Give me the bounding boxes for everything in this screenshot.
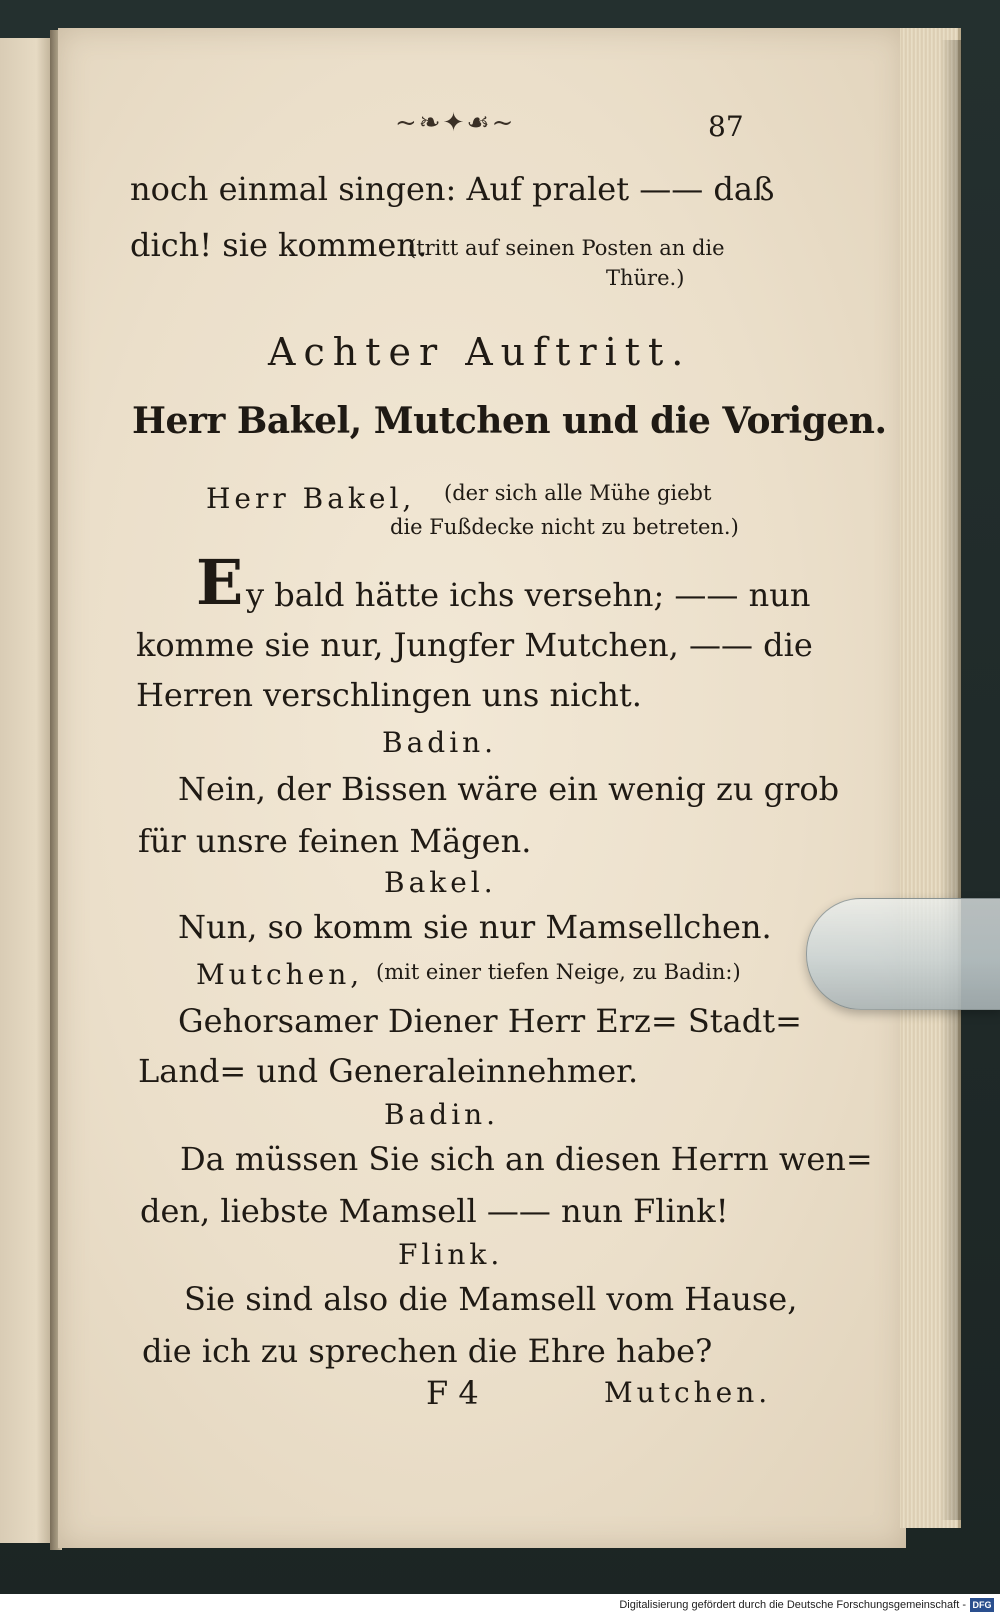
speaker-name: Bakel.	[384, 866, 497, 899]
speaker-name: Flink.	[398, 1238, 504, 1271]
stage-direction: die Fußdecke nicht zu betreten.)	[390, 515, 739, 539]
speaker-name: Badin.	[382, 726, 498, 759]
text-line: die ich zu sprechen die Ehre habe?	[142, 1332, 713, 1370]
text-line: dich! sie kommen.	[130, 226, 428, 264]
signature-mark: F 4	[426, 1374, 479, 1412]
scene-heading: Achter Auftritt.	[268, 330, 692, 374]
text-line: Land= und Generaleinnehmer.	[138, 1052, 639, 1090]
stage-direction: (mit einer tiefen Neige, zu Badin:)	[376, 960, 741, 984]
stage-direction: Thüre.)	[606, 266, 685, 290]
text-line: Da müssen Sie sich an diesen Herrn wen=	[180, 1140, 873, 1178]
text-line: y bald hätte ichs versehn; —— nun	[246, 576, 811, 614]
text-line: für unsre feinen Mägen.	[138, 822, 532, 860]
speaker-name: Herr Bakel,	[206, 482, 416, 515]
text-line: Herren verschlingen uns nicht.	[136, 676, 642, 714]
page-edges-shadow	[940, 40, 962, 1520]
text-line: den, liebste Mamsell —— nun Flink!	[140, 1192, 729, 1230]
text-line: Gehorsamer Diener Herr Erz= Stadt=	[178, 1002, 802, 1040]
stage-direction: (tritt auf seinen Posten an die	[408, 236, 725, 260]
text-line: komme sie nur, Jungfer Mutchen, —— die	[136, 626, 813, 664]
catchword: Mutchen.	[604, 1376, 772, 1409]
facing-page-edge	[0, 38, 54, 1543]
speaker-name: Badin.	[384, 1098, 500, 1131]
dfg-logo: DFG	[970, 1598, 994, 1612]
header-ornament: ~❧✦☙~	[395, 108, 516, 138]
plastic-page-clip	[806, 898, 1000, 1010]
funding-credit: Digitalisierung gefördert durch die Deutsche Forschungsgemeinschaft -	[619, 1599, 966, 1611]
text-line: Nein, der Bissen wäre ein wenig zu grob	[178, 770, 840, 808]
stage-direction: (der sich alle Mühe giebt	[444, 481, 712, 505]
text-line: Nun, so komm sie nur Mamsellchen.	[178, 908, 772, 946]
cast-line: Herr Bakel, Mutchen und die Vorigen.	[132, 400, 887, 442]
drop-cap: E	[196, 546, 244, 619]
speaker-name: Mutchen,	[196, 958, 364, 991]
page-number: 87	[708, 110, 744, 143]
text-line: Sie sind also die Mamsell vom Hause,	[184, 1280, 798, 1318]
text-line: noch einmal singen: Auf pralet —— daß	[130, 170, 775, 208]
